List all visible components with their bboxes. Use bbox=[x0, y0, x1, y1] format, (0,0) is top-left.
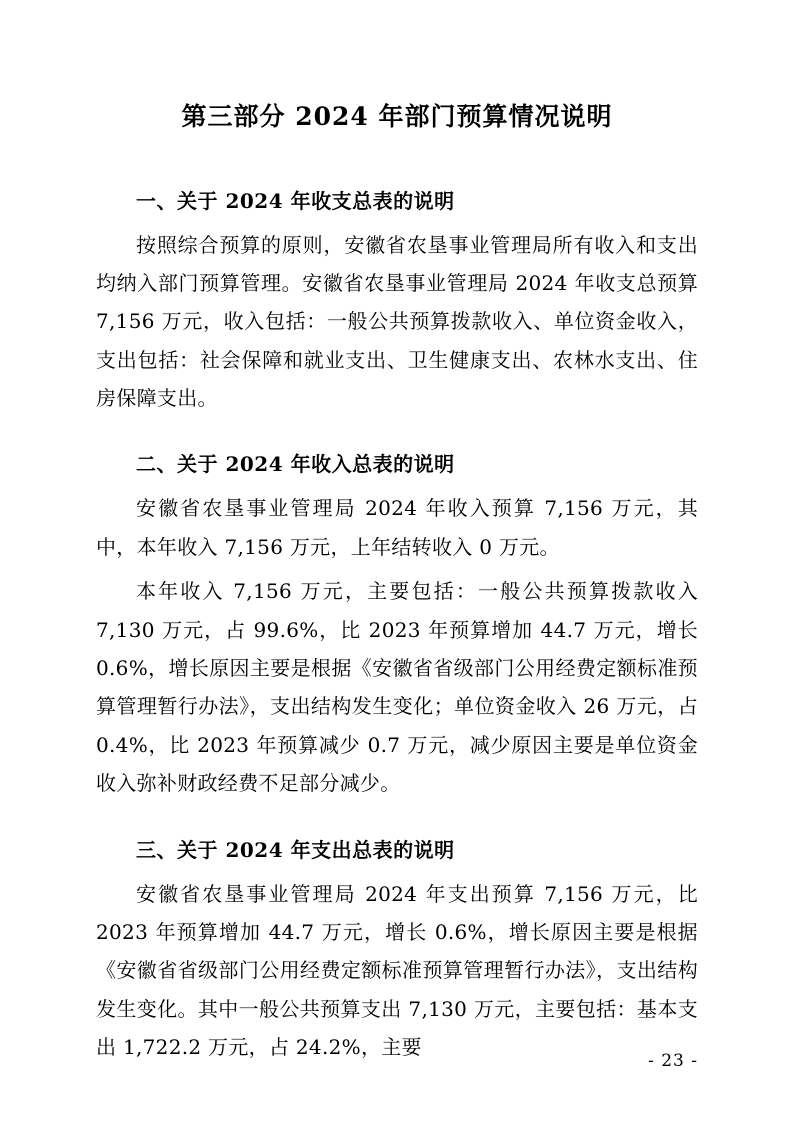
section-heading-2: 二、关于 2024 年收入总表的说明 bbox=[136, 452, 455, 477]
page-number: - 23 - bbox=[648, 1051, 698, 1071]
section-3-paragraph-1: 安徽省农垦事业管理局 2024 年支出预算 7,156 万元，比 2023 年预算增加 44.7 万元，增长 0.6%，增长原因主要是根据《安徽省省级部门公用经费定额标准预算管理暂行办法》，支出结构发生变化。其中一般公共预算支出 7,130 万元，主要包括：基本支出 1,722.2 万元，占 24.2%，主要 bbox=[96, 881, 698, 1060]
section-2-paragraph-1: 安徽省农垦事业管理局 2024 年收入预算 7,156 万元，其中，本年收入 7,156 万元，上年结转收入 0 万元。 bbox=[96, 496, 698, 559]
section-2-paragraph-2: 本年收入 7,156 万元，主要包括：一般公共预算拨款收入 7,130 万元，占 99.6%，比 2023 年预算增加 44.7 万元，增长 0.6%，增长原因主要是根据《安徽省省级部门公用经费定额标准预算管理暂行办法》，支出结构发生变化；单位资金收入 26 万元，占 0.4%，比 2023 年预算减少 0.7 万元，减少原因主要是单位资金收入弥补财政经费不足部分减少。 bbox=[96, 579, 698, 796]
section-heading-1: 一、关于 2024 年收支总表的说明 bbox=[136, 188, 455, 213]
section-heading-3: 三、关于 2024 年支出总表的说明 bbox=[136, 837, 455, 862]
section-1-paragraph-1: 按照综合预算的原则，安徽省农垦事业管理局所有收入和支出均纳入部门预算管理。安徽省农垦事业管理局 2024 年收支总预算 7,156 万元，收入包括：一般公共预算拨款收入、单位资金收入，支出包括：社会保障和就业支出、卫生健康支出、农林水支出、住房保障支出。 bbox=[96, 232, 698, 411]
title-spacer bbox=[96, 136, 698, 154]
page-title: 第三部分 2024 年部门预算情况说明 bbox=[181, 102, 613, 131]
